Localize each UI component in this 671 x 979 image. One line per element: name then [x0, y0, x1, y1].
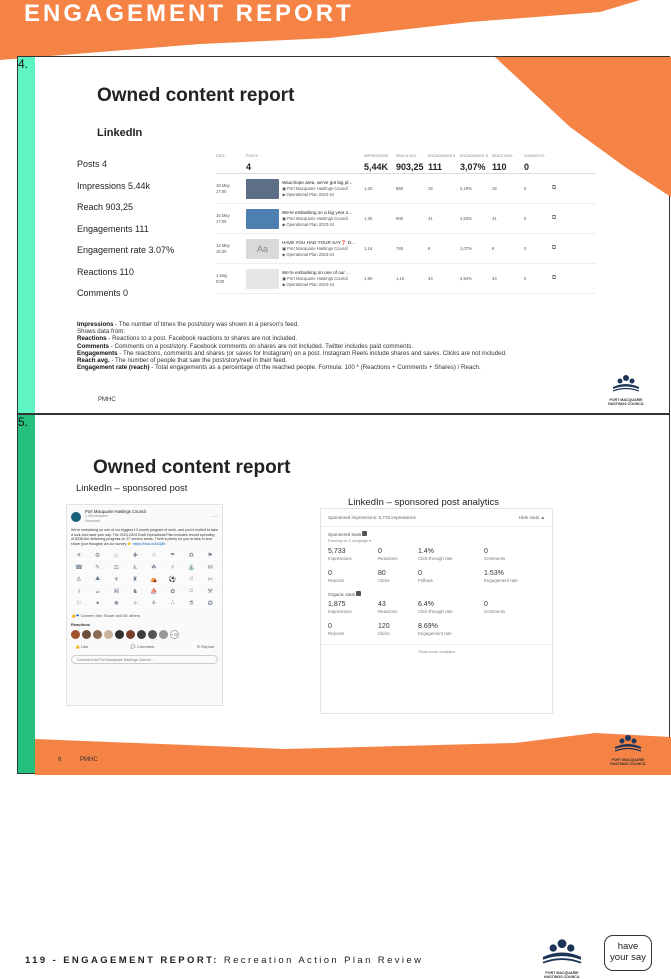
post-tag	[282, 222, 352, 228]
row-reactions: 18	[492, 186, 497, 191]
metric-value: 8.69%	[418, 622, 438, 630]
row-comments: 0	[524, 216, 527, 221]
page-icon: ▣	[282, 275, 286, 281]
analytics-metric[interactable]	[378, 623, 418, 637]
service-pictogram-icon: ♨	[109, 551, 125, 560]
comment-icon: 💬	[130, 644, 136, 650]
slide-number: 4.	[18, 57, 29, 71]
stat-reach: Reach 903,25	[77, 202, 134, 212]
service-pictogram-icon: ⚽	[165, 575, 181, 584]
metric-label: Clicks	[378, 630, 390, 636]
row-date-time: 17:00	[216, 188, 227, 194]
analytics-title: LinkedIn – sponsored post analytics	[348, 497, 500, 508]
slide-accent-bar	[18, 57, 35, 413]
metric-value: 0	[328, 622, 332, 630]
definition-term: Engagements	[77, 349, 118, 357]
tag-icon: ◆	[282, 221, 286, 227]
org-avatar[interactable]	[71, 512, 81, 522]
reactor-avatar[interactable]	[82, 630, 91, 639]
definition-text: - Total engagements as a percentage of the reached people. Formula: 100 * (Reactions + Comments + Shares) / Reach.	[149, 364, 481, 372]
definition-term: Engagement rate (reach)	[77, 364, 150, 372]
definition-line	[77, 350, 637, 357]
footer-separator: -	[52, 955, 64, 966]
post-title[interactable]: We're embarking on one of our ...	[282, 269, 350, 275]
organic-stats-grid	[321, 597, 552, 640]
row-engagement-rate: 2,19%	[460, 186, 472, 191]
header-posts[interactable]: POSTS	[246, 154, 258, 158]
post-text-block	[282, 270, 350, 288]
service-pictogram-icon: ⚡	[165, 563, 181, 572]
copy-icon[interactable]: ⧉	[551, 275, 557, 281]
post-tag-name: Operational Plan 2023-24	[286, 221, 335, 227]
service-pictogram-icon: ⚕	[71, 587, 87, 596]
post-actions	[67, 640, 222, 653]
row-engagements: 43	[428, 276, 433, 281]
analytics-metric[interactable]	[328, 548, 378, 562]
tag-icon: ◆	[282, 191, 286, 197]
row-date-day: 12 May	[216, 242, 230, 248]
definition-text: - The number of people that saw the post/story/reel in their feed.	[109, 357, 288, 365]
row-post[interactable]	[246, 209, 364, 229]
metric-label: Click-through rate	[418, 609, 453, 614]
service-pictogram-icon: ⛵	[146, 587, 162, 596]
row-comments: 0	[524, 186, 527, 191]
analytics-metric[interactable]	[328, 601, 378, 615]
reactor-avatar[interactable]	[159, 630, 168, 639]
metric-value: 5,733	[328, 548, 346, 555]
metric-value: 0	[418, 569, 422, 577]
orange-footer-shape	[35, 733, 671, 775]
metric-value: 1.4%	[418, 548, 434, 555]
pmhc-logo-icon	[611, 373, 641, 393]
slide-number: 5.	[18, 415, 29, 429]
analytics-metric[interactable]	[328, 623, 378, 637]
metric-value: 0	[484, 601, 488, 608]
service-pictogram-icon: ✈	[71, 551, 87, 560]
more-reactors-badge[interactable]: +33	[170, 630, 179, 639]
total-posts: 4	[246, 161, 252, 172]
post-link[interactable]: https://lnkd.in/3xQ8K	[132, 541, 166, 546]
analytics-metric[interactable]	[418, 548, 484, 562]
row-date-time: 16:30	[216, 248, 227, 254]
metric-value: 43	[378, 601, 386, 608]
post-tag-name: Operational Plan 2023-24	[286, 251, 335, 257]
service-pictogram-icon: ☺	[184, 587, 200, 596]
post-page-name: Port Macquarie Hastings Council	[287, 275, 349, 281]
service-pictogram-icon: ⚑	[202, 551, 218, 560]
total-comments: 0	[524, 161, 530, 172]
service-pictogram-icon: ☕	[90, 587, 106, 596]
page-number: 6	[58, 757, 62, 763]
organic-stats-text: Organic stats	[328, 592, 356, 597]
analytics-metric[interactable]	[484, 601, 534, 615]
row-reactions: 8	[492, 246, 495, 251]
service-pictogram-icon: ✦	[90, 599, 106, 608]
analytics-top-bar	[321, 509, 552, 527]
page-icon: ▣	[282, 185, 286, 191]
definition-text: - Reactions to a post. Facebook reactions to shares are not included.	[106, 335, 298, 343]
reaction-line: Carmen Van Stuart and 80 others	[80, 613, 140, 619]
metric-label: Reactions	[378, 609, 398, 614]
org-name[interactable]: Port Macquarie Hastings Council	[85, 509, 146, 514]
table-row[interactable]	[216, 264, 596, 294]
service-pictogram-icon: ☀	[109, 575, 125, 584]
row-engagement-rate: 3,94%	[460, 276, 472, 281]
service-pictogram-icon: ⚘	[146, 599, 162, 608]
stats-summary	[77, 157, 207, 308]
repost-icon: ↻	[196, 644, 201, 650]
stat-impressions: Impressions 5.44k	[77, 180, 151, 191]
header-impressions[interactable]: IMPRESSIONS	[364, 154, 389, 158]
post-thumbnail[interactable]	[246, 179, 279, 199]
slide-5	[17, 414, 670, 774]
row-engagements: 8	[428, 246, 431, 251]
comment-button[interactable]	[131, 644, 154, 649]
header-engagements[interactable]: ENGAGEMENTS	[428, 154, 456, 158]
campaign-dropdown[interactable]: Running on 1 campaign ▾	[328, 539, 372, 543]
slide-heading: Owned content report	[97, 85, 295, 106]
stat-engagements: Engagements 111	[77, 223, 149, 234]
row-impressions: 1,2K	[364, 186, 373, 191]
comment-input[interactable]: Comment as Port Macquarie Hastings Council...	[71, 655, 218, 664]
stat-comments: Comments 0	[77, 288, 129, 298]
row-date-day: 16 May	[216, 212, 230, 218]
like-icon: 👍	[75, 644, 80, 650]
stat-engagement-rate: Engagement rate 3.07%	[77, 245, 175, 255]
metric-label: Impressions	[328, 609, 352, 614]
row-date-time: 17:00	[216, 218, 227, 224]
table-body	[216, 174, 596, 294]
footer-subtitle: Recreation Action Plan Review	[223, 955, 424, 966]
service-pictogram-icon: ❖	[109, 599, 125, 608]
slide-footer-label: PMHC	[98, 397, 116, 403]
badge-line-2: your say	[610, 952, 646, 963]
service-pictogram-icon: ⛰	[90, 575, 106, 584]
like-button[interactable]	[75, 644, 88, 649]
service-pictogram-icon: ⚒	[202, 587, 218, 596]
service-pictogram-icon: ⌘	[109, 587, 125, 596]
linkedin-post-card	[66, 504, 223, 706]
service-pictogram-icon: ⛲	[184, 563, 200, 572]
service-pictogram-icon: ☂	[165, 551, 181, 560]
service-pictogram-icon: ✂	[202, 575, 218, 584]
sponsored-stats-label	[321, 527, 552, 537]
post-thumbnail[interactable]	[246, 269, 279, 289]
definition-line	[77, 357, 637, 364]
header-reach[interactable]: REACH AVG.	[396, 154, 418, 158]
total-reach: 903,25	[396, 161, 424, 172]
more-options-icon[interactable]: ···	[212, 513, 218, 520]
stat-reactions: Reactions 110	[77, 266, 134, 277]
pmhc-logo-caption: PORT MACQUARIE HASTINGS COUNCIL	[608, 398, 644, 406]
post-title[interactable]: We're embarking on a big year o...	[282, 209, 352, 215]
row-reactions: 41	[492, 216, 497, 221]
header-reactions[interactable]: REACTIONS	[492, 154, 513, 158]
row-comments: 0	[524, 276, 527, 281]
post-tag-name: Operational Plan 2023-24	[286, 281, 335, 287]
organic-stats-label	[321, 587, 552, 597]
row-engagement-rate: 4,53%	[460, 216, 472, 221]
footer-page-number: 119	[25, 955, 48, 966]
reactor-avatar[interactable]	[93, 630, 102, 639]
post-title[interactable]: Wauchope area, we've got big pl...	[282, 179, 353, 185]
analytics-metric[interactable]	[484, 570, 534, 584]
metric-label: Reposts	[328, 577, 345, 583]
service-pictogram-icon: ♞	[127, 587, 143, 596]
hide-stats-toggle[interactable]: Hide stats ▲	[518, 515, 545, 520]
service-pictogram-icon: ✿	[165, 587, 181, 596]
footer-report-label: ENGAGEMENT REPORT:	[63, 955, 219, 966]
reactor-avatar[interactable]	[104, 630, 113, 639]
row-date-time: 9:00	[216, 278, 225, 284]
service-pictogram-icon: ♻	[184, 551, 200, 560]
post-header	[67, 505, 222, 526]
row-impressions: 1,3K	[364, 216, 373, 221]
row-reach: 748	[396, 246, 403, 251]
post-page-name: Port Macquarie Hastings Council	[287, 185, 349, 191]
analytics-metric[interactable]	[484, 548, 534, 562]
footer-logo-caption: PORT MACQUARIE HASTINGS COUNCIL	[544, 971, 580, 979]
service-pictogram-icon: ⛬	[165, 599, 181, 608]
definition-line	[77, 328, 637, 335]
header-comments[interactable]: COMMENTS	[524, 154, 545, 158]
slide-4	[17, 56, 670, 414]
definition-line	[77, 343, 637, 350]
post-text-block	[282, 240, 355, 258]
show-more-analytics-link[interactable]: Show more analytics	[321, 644, 552, 654]
post-page-name: Port Macquarie Hastings Council	[287, 215, 349, 221]
service-pictogram-icon: ♜	[127, 575, 143, 584]
definitions	[77, 321, 637, 371]
row-impressions: 1,1K	[364, 246, 373, 251]
service-pictogram-icon: ⚖	[109, 563, 125, 572]
page-icon: ▣	[282, 245, 286, 251]
banner-title: ENGAGEMENT REPORT	[24, 0, 354, 27]
service-pictogram-icon: ⚐	[71, 599, 87, 608]
tag-icon: ◆	[282, 251, 286, 257]
analytics-panel	[320, 508, 553, 714]
promoted-label: Promoted	[85, 519, 100, 523]
metric-label: Clicks	[378, 577, 390, 583]
analytics-metric[interactable]	[378, 601, 418, 615]
info-icon[interactable]	[356, 591, 361, 596]
post-body	[67, 526, 222, 548]
metric-label: Reposts	[328, 630, 345, 636]
slide-heading: Owned content report	[93, 457, 291, 478]
metric-label: Engagement rate	[418, 630, 452, 636]
row-engagements: 19	[428, 186, 433, 191]
service-pictogram-icon: ⌂	[146, 551, 162, 560]
definition-term: Comments	[77, 342, 109, 350]
row-date-day: 18 May	[216, 182, 230, 188]
row-post[interactable]	[246, 239, 364, 259]
metric-value: 0	[378, 548, 382, 555]
post-text-block	[282, 210, 352, 228]
posts-table	[216, 152, 596, 294]
comment-label: Comment	[137, 644, 155, 650]
service-pictogram-icon: ⚗	[184, 599, 200, 608]
definition-term: Reach avg.	[77, 357, 110, 365]
definition-text: Shows data from:	[77, 328, 126, 336]
slide-footer-label: PMHC	[80, 757, 98, 763]
row-engagements: 41	[428, 216, 433, 221]
sponsored-stats-grid	[321, 544, 552, 587]
row-date	[216, 213, 246, 225]
analytics-metric[interactable]	[328, 570, 378, 584]
org-followers: 1,404 followers	[85, 514, 108, 518]
reaction-summary[interactable]	[67, 611, 222, 620]
page-icon: ▣	[282, 215, 286, 221]
pmhc-logo-icon	[540, 936, 584, 966]
table-totals	[216, 160, 596, 174]
metric-value: 120	[378, 622, 390, 630]
row-date	[216, 243, 246, 255]
definition-text: - Comments on a post/story. Facebook comments on shares are not included. Twitter includes paid comments.	[108, 342, 414, 350]
metric-label: Engagement rate	[484, 577, 518, 583]
repost-button[interactable]	[197, 644, 214, 649]
metric-label: Impressions	[328, 556, 352, 561]
reactor-faces[interactable]	[67, 629, 222, 640]
metric-value: 0	[484, 548, 488, 555]
row-comments: 0	[524, 246, 527, 251]
total-engagement-rate: 3,07%	[460, 161, 486, 172]
pmhc-logo	[606, 373, 646, 406]
slide-subheading: LinkedIn – sponsored post	[76, 483, 188, 494]
row-engagement-rate: 1,07%	[460, 246, 472, 251]
post-text: We're embarking on one of our biggest 12-month program of work, and you're invited to take a look and have your say. The 2023-2024 Draft Operational Plan includes record spending of $338.8m delivering progress on 37 service areas. There's plenty for you to take in and share your thoughts via our survey 👉	[71, 528, 218, 546]
info-icon[interactable]	[362, 531, 367, 536]
reactor-avatar[interactable]	[148, 630, 157, 639]
table-row[interactable]	[216, 174, 596, 204]
thumbnail-text: Aa	[256, 243, 268, 254]
header-date[interactable]: DATE ↓	[216, 154, 228, 158]
header-engagement-rate[interactable]: ENGAGEMENT R.	[460, 154, 490, 158]
row-post[interactable]	[246, 269, 364, 289]
post-page-name: Port Macquarie Hastings Council	[287, 245, 349, 251]
reactor-avatar[interactable]	[71, 630, 80, 639]
post-text-block	[282, 180, 352, 198]
sponsored-impressions-header: Sponsored impressions: 5,733 impressions	[328, 515, 416, 520]
analytics-metric[interactable]	[418, 570, 484, 584]
row-reach: 1,1K	[396, 276, 405, 281]
metric-label: Click-through rate	[418, 556, 453, 561]
post-title[interactable]: HAVE YOU HAD YOUR SAY❓ D...	[282, 239, 356, 245]
metric-label: Comments	[484, 609, 506, 614]
copy-icon[interactable]: ⧉	[551, 185, 557, 191]
post-thumbnail[interactable]	[246, 239, 279, 259]
metric-label: Follows	[418, 577, 433, 583]
service-pictogram-icon: ⚓	[71, 575, 87, 584]
analytics-metric[interactable]	[418, 601, 484, 615]
metric-label: Comments	[484, 556, 506, 561]
metric-value: 80	[378, 569, 386, 577]
like-label: Like	[81, 644, 89, 650]
definition-line	[77, 321, 637, 328]
definition-term: Reactions	[77, 335, 107, 343]
row-post[interactable]	[246, 179, 364, 199]
report-banner	[0, 0, 670, 60]
service-pictogram-icon: ⚙	[90, 551, 106, 560]
post-tag-name: Operational Plan 2023-24	[286, 191, 335, 197]
repost-label: Repost	[201, 644, 214, 650]
slide-subheading: LinkedIn	[97, 127, 143, 139]
post-tag	[282, 282, 350, 288]
analytics-metric[interactable]	[418, 623, 484, 637]
row-date-day: 1 May	[216, 272, 228, 278]
page-footer	[25, 955, 423, 966]
definition-term: Impressions	[77, 321, 114, 328]
have-your-say-badge	[604, 935, 652, 971]
footer-pmhc-logo	[538, 936, 586, 979]
row-date	[216, 273, 246, 285]
analytics-metric[interactable]	[378, 548, 418, 562]
table-row[interactable]	[216, 204, 596, 234]
total-reactions: 110	[492, 161, 507, 172]
service-pictogram-icon: ✧	[127, 599, 143, 608]
definition-text: - The reactions, comments and shares (or saves for Instagram) on a post. Instagram Reels include shares and saves. Clicks are not included.	[117, 349, 507, 357]
service-pictogram-icon: ✎	[90, 563, 106, 572]
metric-value: 6.4%	[418, 601, 434, 608]
reaction-icons: 👍❤	[71, 613, 80, 619]
reactor-avatar[interactable]	[137, 630, 146, 639]
service-pictogram-icon: ♫	[184, 575, 200, 584]
row-impressions: 1,9K	[364, 276, 373, 281]
metric-value: 0	[328, 569, 332, 577]
metric-value: 1,875	[328, 601, 346, 608]
tag-icon: ◆	[282, 281, 286, 287]
service-pictogram-icon: ✚	[127, 551, 143, 560]
row-reach: 868	[396, 186, 403, 191]
service-pictogram-icon: ✉	[202, 563, 218, 572]
service-pictogram-icon: ♿	[127, 563, 143, 572]
pmhc-logo	[608, 733, 648, 766]
table-row[interactable]	[216, 234, 596, 264]
service-pictogram-icon: ☘	[146, 563, 162, 572]
table-header	[216, 152, 596, 160]
service-pictogram-icon: ✪	[202, 599, 218, 608]
service-pictogram-icon: ⛺	[146, 575, 162, 584]
row-reactions: 43	[492, 276, 497, 281]
post-tag	[282, 192, 352, 198]
row-reach: 905	[396, 216, 403, 221]
definition-text: - The number of times the post/story was shown in a person's feed.	[113, 321, 299, 328]
post-thumbnail[interactable]	[246, 209, 279, 229]
copy-icon[interactable]: ⧉	[551, 245, 557, 251]
row-date	[216, 183, 246, 195]
post-image-icon-grid[interactable]	[67, 548, 222, 611]
metric-value: 1.53%	[484, 569, 504, 577]
reactor-avatar[interactable]	[115, 630, 124, 639]
analytics-metric[interactable]	[378, 570, 418, 584]
definition-line	[77, 364, 637, 371]
reactor-avatar[interactable]	[126, 630, 135, 639]
badge-line-1: have	[617, 941, 639, 952]
post-tag	[282, 252, 355, 258]
metric-label: Reactions	[378, 556, 398, 561]
stat-posts: Posts 4	[77, 159, 108, 169]
total-impressions: 5,44K	[364, 161, 389, 172]
pmhc-logo-caption: PORT MACQUARIE HASTINGS COUNCIL	[610, 758, 646, 766]
definition-line	[77, 335, 637, 342]
pmhc-logo-icon	[613, 733, 643, 753]
reactions-label: Reactions	[71, 622, 91, 628]
service-pictogram-icon: ☎	[71, 563, 87, 572]
copy-icon[interactable]: ⧉	[551, 215, 557, 221]
sponsored-stats-text: Sponsored stats	[328, 532, 362, 537]
slide-accent-bar	[18, 415, 35, 773]
total-engagements: 111	[428, 161, 443, 172]
